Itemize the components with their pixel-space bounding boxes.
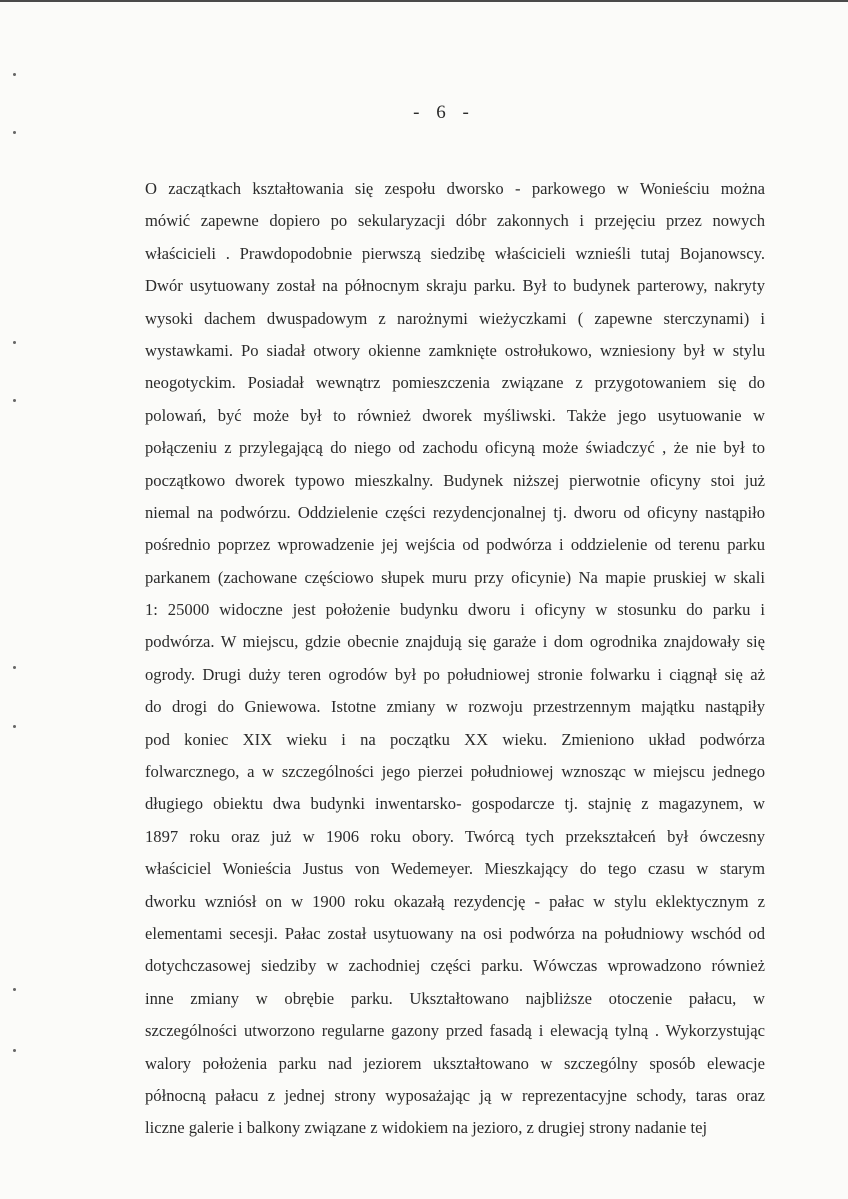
punch-mark: [13, 131, 16, 134]
text-line: elementami secesji. Pałac został usytuowany na osi podwórza na południowy wschód od: [145, 923, 765, 943]
text-line: dotychczasowej siedziby w zachodniej części parku. Wówczas wprowadzono również: [145, 956, 765, 976]
punch-mark: [13, 988, 16, 991]
punch-mark: [13, 73, 16, 76]
text-line: północną pałacu z jednej strony wyposażając ją w reprezentacyjne schody, taras oraz: [145, 1085, 765, 1105]
text-line: ogrody. Drugi duży teren ogrodów był po południowej stronie folwarku i ciągnął się aż: [145, 664, 765, 684]
text-line: Dwór usytuowany został na północnym skraju parku. Był to budynek parterowy, nakryty: [145, 276, 765, 296]
text-line: parkanem (zachowane częściowo słupek muru przy oficynie) Na mapie pruskiej w skali: [145, 567, 765, 587]
punch-mark: [13, 725, 16, 728]
text-line: długiego obiektu dwa budynki inwentarsko- gospodarcze tj. stajnię z magazynem, w: [145, 794, 765, 814]
text-line: polowań, być może był to również dworek myśliwski. Także jego usytuowanie w: [145, 405, 765, 425]
page-top-edge: [0, 0, 848, 2]
punch-mark: [13, 399, 16, 402]
body-text: [145, 173, 765, 1145]
text-line: neogotyckim. Posiadał wewnątrz pomieszczenia związane z przygotowaniem się do: [145, 373, 765, 393]
text-line: dworku wzniósł on w 1900 roku okazałą rezydencję - pałac w stylu eklektycznym z: [145, 891, 765, 911]
text-line: właściciel Wonieścia Justus von Wedemeyer. Mieszkający do tego czasu w starym: [145, 859, 765, 879]
text-line: liczne galerie i balkony związane z widokiem na jezioro, z drugiej strony nadanie tej: [145, 1118, 708, 1138]
text-line: 1: 25000 widoczne jest położenie budynku dworu i oficyny w stosunku do parku i: [145, 600, 765, 620]
text-line: wystawkami. Po siadał otwory okienne zamknięte ostrołukowo, wzniesiony był w stylu: [145, 340, 765, 360]
text-line: szczególności utworzono regularne gazony przed fasadą i elewacją tylną . Wykorzystując: [145, 1021, 765, 1041]
text-line: podwórza. W miejscu, gdzie obecnie znajdują się garaże i dom ogrodnika znajdowały się: [145, 632, 765, 652]
text-line: inne zmiany w obrębie parku. Ukształtowano najbliższe otoczenie pałacu, w: [145, 988, 765, 1008]
punch-mark: [13, 341, 16, 344]
text-line: O zaczątkach kształtowania się zespołu dworsko - parkowego w Wonieściu można: [145, 179, 765, 198]
punch-mark: [13, 666, 16, 669]
text-line: pod koniec XIX wieku i na początku XX wieku. Zmieniono układ podwórza: [145, 729, 765, 749]
text-line: wysoki dachem dwuspadowym z narożnymi wieżyczkami ( zapewne sterczynami) i: [145, 308, 765, 328]
text-line: połączeniu z przylegającą do niego od zachodu oficyną może świadczyć , że nie był to: [145, 438, 765, 458]
page-number: - 6 -: [413, 102, 475, 123]
text-line: walory położenia parku nad jeziorem ukształtowano w szczególny sposób elewacje: [145, 1053, 765, 1073]
text-line: 1897 roku oraz już w 1906 roku obory. Twórcą tych przekształceń był ówczesny: [145, 826, 765, 846]
text-line: pośrednio poprzez wprowadzenie jej wejścia od podwórza i oddzielenie od terenu parku: [145, 535, 765, 555]
text-line: mówić zapewne dopiero po sekularyzacji dóbr zakonnych i przejęciu przez nowych: [145, 211, 765, 231]
text-line: niemal na podwórzu. Oddzielenie części rezydencjonalnej tj. dworu od oficyny nastąpiło: [145, 502, 765, 522]
text-line: do drogi do Gniewowa. Istotne zmiany w rozwoju przestrzennym majątku nastąpiły: [145, 697, 765, 717]
text-line: początkowo dworek typowo mieszkalny. Budynek niższej pierwotnie oficyny stoi już: [145, 470, 765, 490]
punch-mark: [13, 1049, 16, 1052]
text-line: folwarcznego, a w szczególności jego pierzei południowej wznosząc w miejscu jednego: [145, 762, 765, 782]
text-line: właścicieli . Prawdopodobnie pierwszą siedzibę właścicieli wznieśli tutaj Bojanowscy.: [145, 243, 765, 263]
